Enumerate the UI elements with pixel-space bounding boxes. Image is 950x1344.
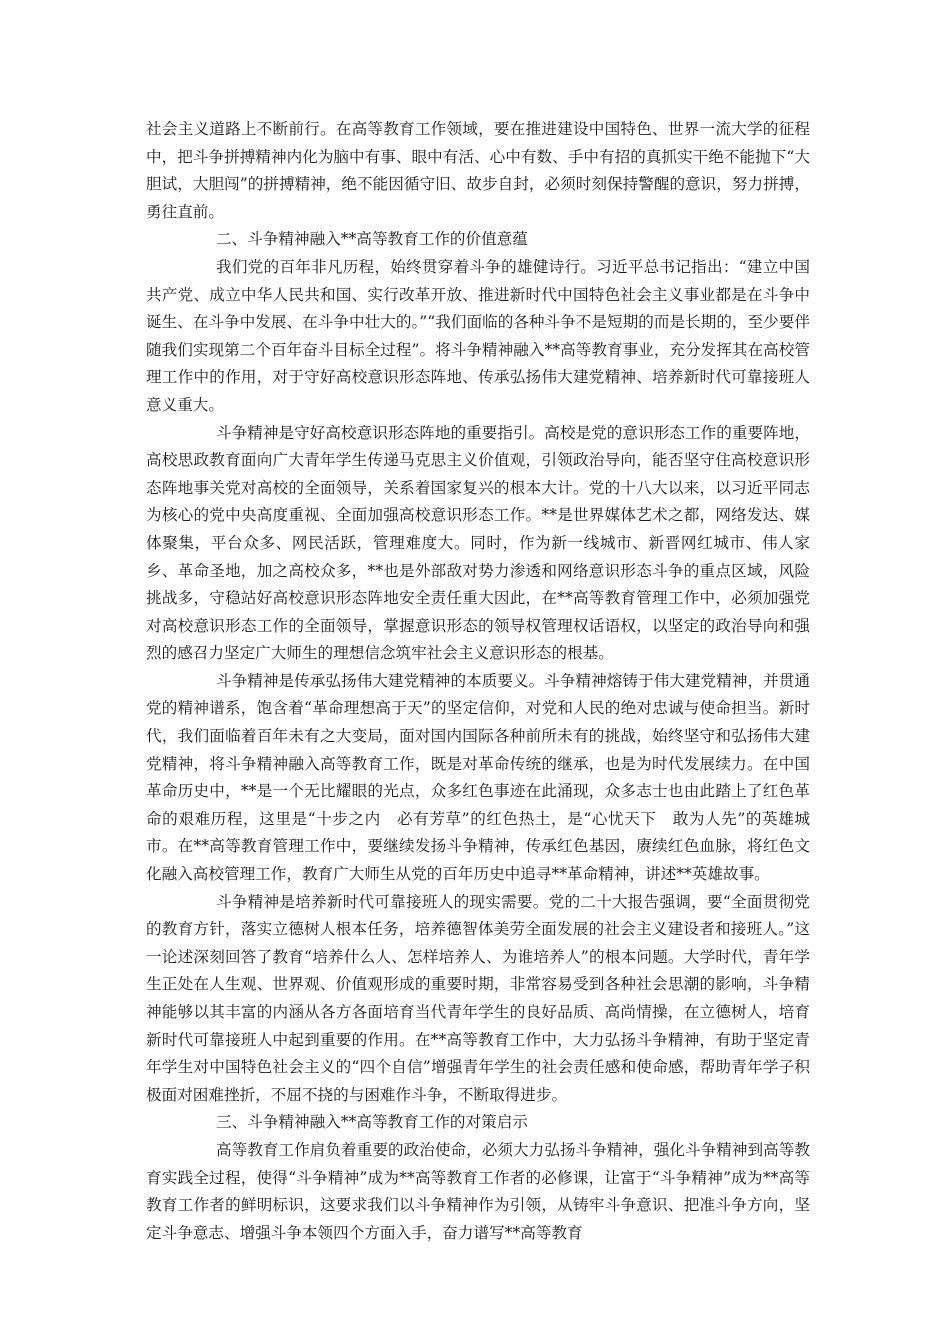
paragraph-body: 我们党的百年非凡历程，始终贯穿着斗争的雄健诗行。习近平总书记指出：“建立中国共产党、成立中华人民共和国、实行改革开放、推进新时代中国特色社会主义事业都是在斗争中诞生、在斗争中发展、在斗争中壮大的。”“我们面临的各种斗争不是短期的而是长期的，至少要伴随我们实现第二个百年奋斗目标全过程”。将斗争精神融入**高等教育事业，充分发挥其在高校管理工作中的作用，对于守好高校意识形态阵地、传承弘扬伟大建党精神、培养新时代可靠接班人意义重大。 bbox=[146, 257, 810, 414]
paragraph-body: 斗争精神是传承弘扬伟大建党精神的本质要义。斗争精神熔铸于伟大建党精神，并贯通党的精神谱系，饱含着“革命理想高于天”的坚定信仰，对党和人民的绝对忠诚与使命担当。新时代，我们面临着百年未有之大变局，面对国内国际各种前所未有的挑战，始终坚守和弘扬伟大建党精神，将斗争精神融入高等教育工作，既是对革命传统的继承，也是为时代发展续力。在中国革命历史中，**是一个无比耀眼的光点，众多红色事迹在此涌现，众多志士也由此踏上了红色革命的艰难历程，这里是“十步之内 必有芳草”的红色热土，是“心忧天下 敢为人先”的英雄城市。在**高等教育管理工作中，要继续发扬斗争精神，传承红色基因，赓续红色血脉，将红色文化融入高校管理工作，教育广大师生从党的百年历史中追寻**革命精神，讲述**英雄故事。 bbox=[146, 671, 810, 884]
section-heading-3: 三、斗争精神融入**高等教育工作的对策启示 bbox=[216, 1113, 528, 1132]
paragraph-body: 斗争精神是培养新时代可靠接班人的现实需要。党的二十大报告强调，要“全面贯彻党的教育方针，落实立德树人根本任务，培养德智体美劳全面发展的社会主义建设者和接班人。”这一论述深刻回答了教育“培养什么人、怎样培养人、为谁培养人”的根本问题。大学时代，青年学生正处在人生观、世界观、价值观形成的重要时期，非常容易受到各种社会思潮的影响，斗争精神能够以其丰富的内涵从各方各面培育当代青年学生的良好品质、高尚情操，在立德树人，培育新时代可靠接班人中起到重要的作用。在**高等教育工作中，大力弘扬斗争精神，有助于坚定青年学生对中国特色社会主义的“四个自信”增强青年学生的社会责任感和使命感，帮助青年学子积极面对困难挫折，不屈不挠的与困难作斗争，不断取得进步。 bbox=[146, 892, 810, 1104]
paragraph-continuation: 社会主义道路上不断前行。在高等教育工作领域，要在推进建设中国特色、世界一流大学的征程中，把斗争拼搏精神内化为脑中有事、眼中有活、心中有数、手中有招的真抓实干绝不能抛下“大胆试，大胆闯”的拼搏精神，绝不能因循守旧、故步自封，必须时刻保持警醒的意识，努力拼搏，勇往直前。 bbox=[146, 120, 810, 221]
paragraph-body: 高等教育工作肩负着重要的政治使命，必须大力弘扬斗争精神，强化斗争精神到高等教育实践全过程，使得“斗争精神”成为**高等教育工作者的必修课，让富于“斗争精神”成为**高等教育工作者的鲜明标识，这要求我们以斗争精神作为引领，从铸牢斗争意识、把准斗争方向，坚定斗争意志、增强斗争本领四个方面入手，奋力谱写**高等教育 bbox=[146, 1140, 810, 1242]
document-page bbox=[146, 116, 810, 1247]
section-heading-2: 二、斗争精神融入**高等教育工作的价值意蕴 bbox=[216, 230, 528, 249]
paragraph-body: 斗争精神是守好高校意识形态阵地的重要指引。高校是党的意识形态工作的重要阵地，高校思政教育面向广大青年学生传递马克思主义价值观，引领政治导向，能否坚守住高校意识形态阵地事关党对高校的全面领导，关系着国家复兴的根本大计。党的十八大以来，以习近平同志为核心的党中央高度重视、全面加强高校意识形态工作。**是世界媒体艺术之都，网络发达、媒体聚集，平台众多、网民活跃，管理难度大。同时，作为新一线城市、新晋网红城市、伟人家乡、革命圣地，加之高校众多，**也是外部敌对势力渗透和网络意识形态斗争的重点区域，风险挑战多，守稳站好高校意识形态阵地安全责任重大因此，在**高等教育管理工作中，必须加强党对高校意识形态工作的全面领导，掌握意识形态的领导权管理权话语权，以坚定的政治导向和强烈的感召力坚定广大师生的理想信念筑牢社会主义意识形态的根基。 bbox=[146, 423, 810, 663]
